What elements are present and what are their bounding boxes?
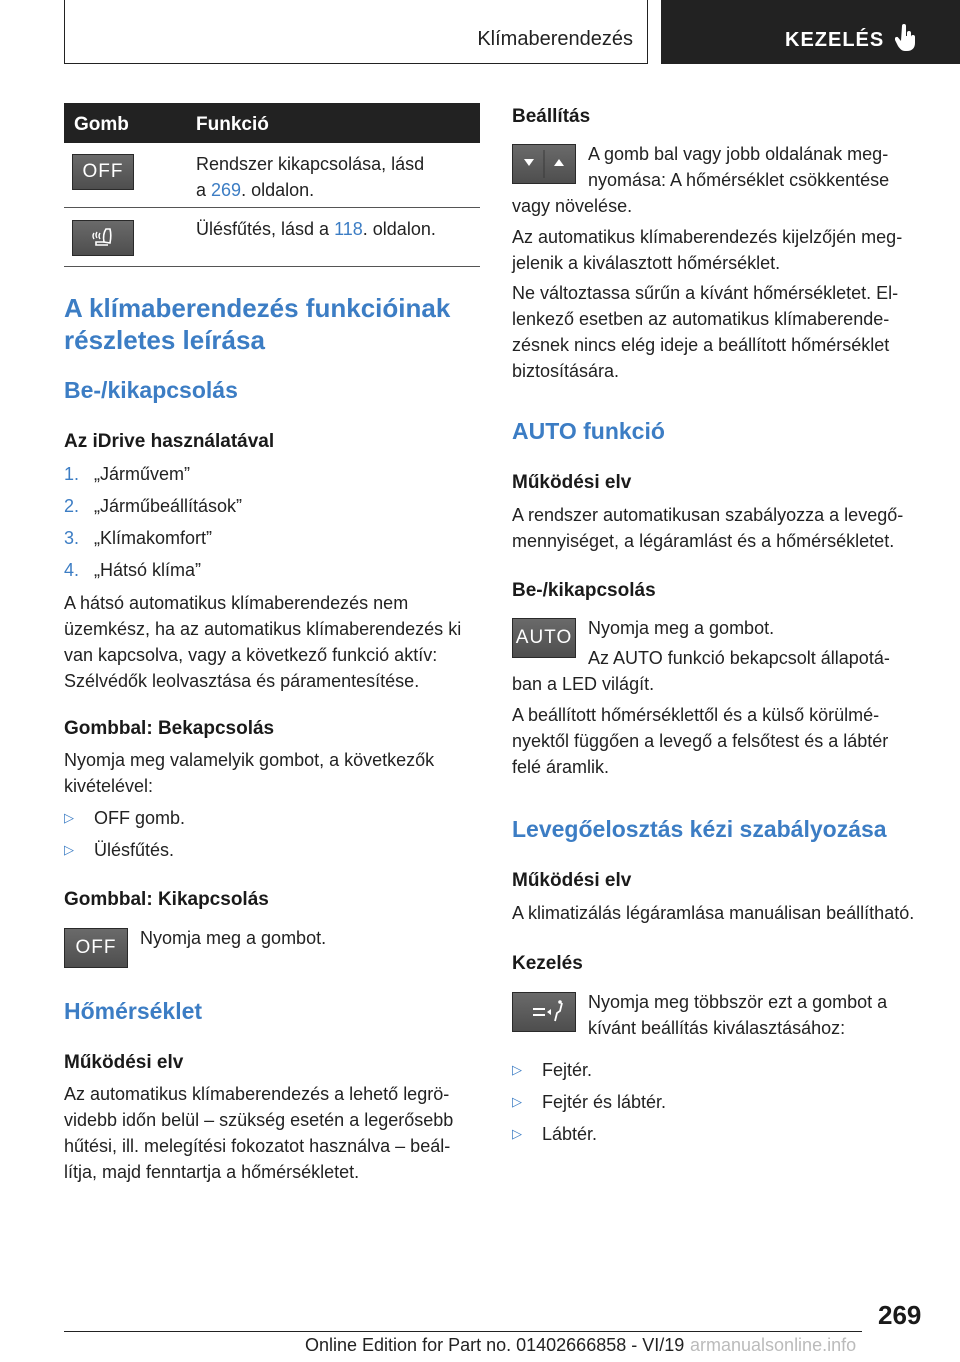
setting-text-cont: vagy növelése. bbox=[512, 196, 633, 216]
heading-temperature: Hőmérséklet bbox=[64, 998, 203, 1024]
off-instruction: Nyomja meg a gombot. bbox=[140, 928, 327, 948]
distribution-options: ▷ Fejtér. ▷ Fejtér és lábtér. ▷ Lábtér. bbox=[512, 1060, 667, 1144]
footer-edition: Online Edition for Part no. 01402666858 - VI/19 bbox=[305, 1335, 685, 1355]
heading-manual-distribution: Levegőelosztás kézi szabályozása bbox=[512, 816, 887, 842]
heading-onoff: Be-/kikapcsolás bbox=[64, 377, 238, 403]
row-text: Ülésfűtés, lásd a 118. oldalon. bbox=[196, 219, 436, 239]
divider bbox=[64, 266, 480, 267]
button-function-table bbox=[64, 103, 480, 267]
heading-button-on: Gombbal: Bekapcsolás bbox=[64, 718, 275, 739]
heading-auto: AUTO funkció bbox=[512, 418, 665, 444]
col-header-button: Gomb bbox=[74, 114, 129, 135]
heading-button-off: Gombbal: Kikapcsolás bbox=[64, 889, 269, 910]
heading-onoff: Be-/kikapcsolás bbox=[512, 580, 656, 601]
off-button-image: OFF bbox=[64, 928, 128, 968]
hand-pointer-icon bbox=[895, 24, 917, 52]
heading-operation: Kezelés bbox=[512, 953, 583, 974]
air-distribution-button-image bbox=[512, 992, 576, 1032]
paragraph: Ne változtassa sűrűn a kívánt hőmérsékletet. El- lenkező esetben az automatikus klímaberende- zésnek nincs elég ideje a beállított hőmérséklet biztosítására. bbox=[512, 283, 899, 381]
col-header-function: Funkció bbox=[196, 114, 269, 135]
main-heading: A klímaberendezés funkcióinak részletes leírása bbox=[64, 293, 451, 355]
paragraph: Az automatikus klímaberendezés a lehető legrö- videbb időn belül – szükség esetén a legerősebb hűtési, ill. melegítési fokozatot használva – beál- lítja, majd fenntartja a hőmérsékletet. bbox=[64, 1084, 454, 1182]
idrive-steps: 1. „Járművem” 2. „Járműbeállítások” 3. „Klímakomfort” 4. „Hátsó klíma” bbox=[64, 464, 243, 580]
page-number: 269 bbox=[878, 1300, 922, 1330]
heading-principle: Működési elv bbox=[64, 1052, 184, 1073]
heading-idrive: Az iDrive használatával bbox=[64, 431, 275, 452]
footer-divider bbox=[64, 1331, 862, 1332]
temperature-arrows-icon bbox=[514, 146, 574, 182]
table-row bbox=[64, 143, 480, 208]
heading-setting: Beállítás bbox=[512, 106, 591, 127]
page-link[interactable]: 118 bbox=[334, 219, 363, 239]
exception-list: ▷ OFF gomb. ▷ Ülésfűtés. bbox=[64, 808, 186, 860]
seat-heating-icon bbox=[88, 226, 118, 250]
auto-text: Nyomja meg a gombot. Az AUTO funkció bekapcsolt állapotá- bbox=[588, 618, 890, 668]
paragraph: A rendszer automatikusan szabályozza a levegő- mennyiséget, a légáramlást és a hőmérsékletet. bbox=[512, 505, 904, 551]
page-link[interactable]: 269 bbox=[211, 180, 242, 200]
auto-text-cont: ban a LED világít. bbox=[512, 674, 655, 694]
paragraph: A beállított hőmérséklettől és a külső körülmé- nyektől függően a levegő a felsőtest és a lábtér felé áramlik. bbox=[512, 705, 889, 777]
heading-principle: Működési elv bbox=[512, 870, 632, 891]
temperature-rocker-image bbox=[512, 144, 576, 184]
header-section-box bbox=[64, 0, 648, 64]
watermark-logo: armanualsonline.info bbox=[690, 1335, 857, 1355]
paragraph: Nyomja meg valamelyik gombot, a következők kivételével: bbox=[64, 750, 435, 796]
table-header bbox=[64, 103, 480, 143]
row-text: Rendszer kikapcsolása, lásd a 269. oldalon. bbox=[196, 154, 425, 200]
paragraph: A klimatizálás légáramlása manuálisan beállítható. bbox=[512, 903, 915, 923]
heading-principle: Működési elv bbox=[512, 472, 632, 493]
paragraph: A hátsó automatikus klímaberendezés nem üzemkész, ha az automatikus klímaberendezés ki van kapcsolva, vagy a következő funkció aktív: Szélvédők leolvasztása és páramentesítése. bbox=[64, 593, 462, 691]
table-row bbox=[64, 208, 480, 267]
auto-button-image: AUTO bbox=[512, 618, 576, 658]
paragraph: Az automatikus klímaberendezés kijelzőjén meg- jelenik a kiválasztott hőmérséklet. bbox=[512, 227, 903, 273]
seat-heating-button-image bbox=[72, 220, 134, 256]
off-button-image: OFF bbox=[72, 154, 134, 190]
header-chapter-title: KEZELÉS bbox=[785, 29, 885, 51]
operation-text: Nyomja meg többször ezt a gombot a kívánt beállítás kiválasztásához: bbox=[588, 992, 888, 1038]
air-distribution-icon bbox=[519, 997, 569, 1027]
setting-text: A gomb bal vagy jobb oldalának meg- nyomása: A hőmérséklet csökkentése bbox=[588, 144, 890, 190]
header-section-title: Klímaberendezés bbox=[477, 28, 633, 50]
header-chapter-box bbox=[661, 0, 960, 64]
